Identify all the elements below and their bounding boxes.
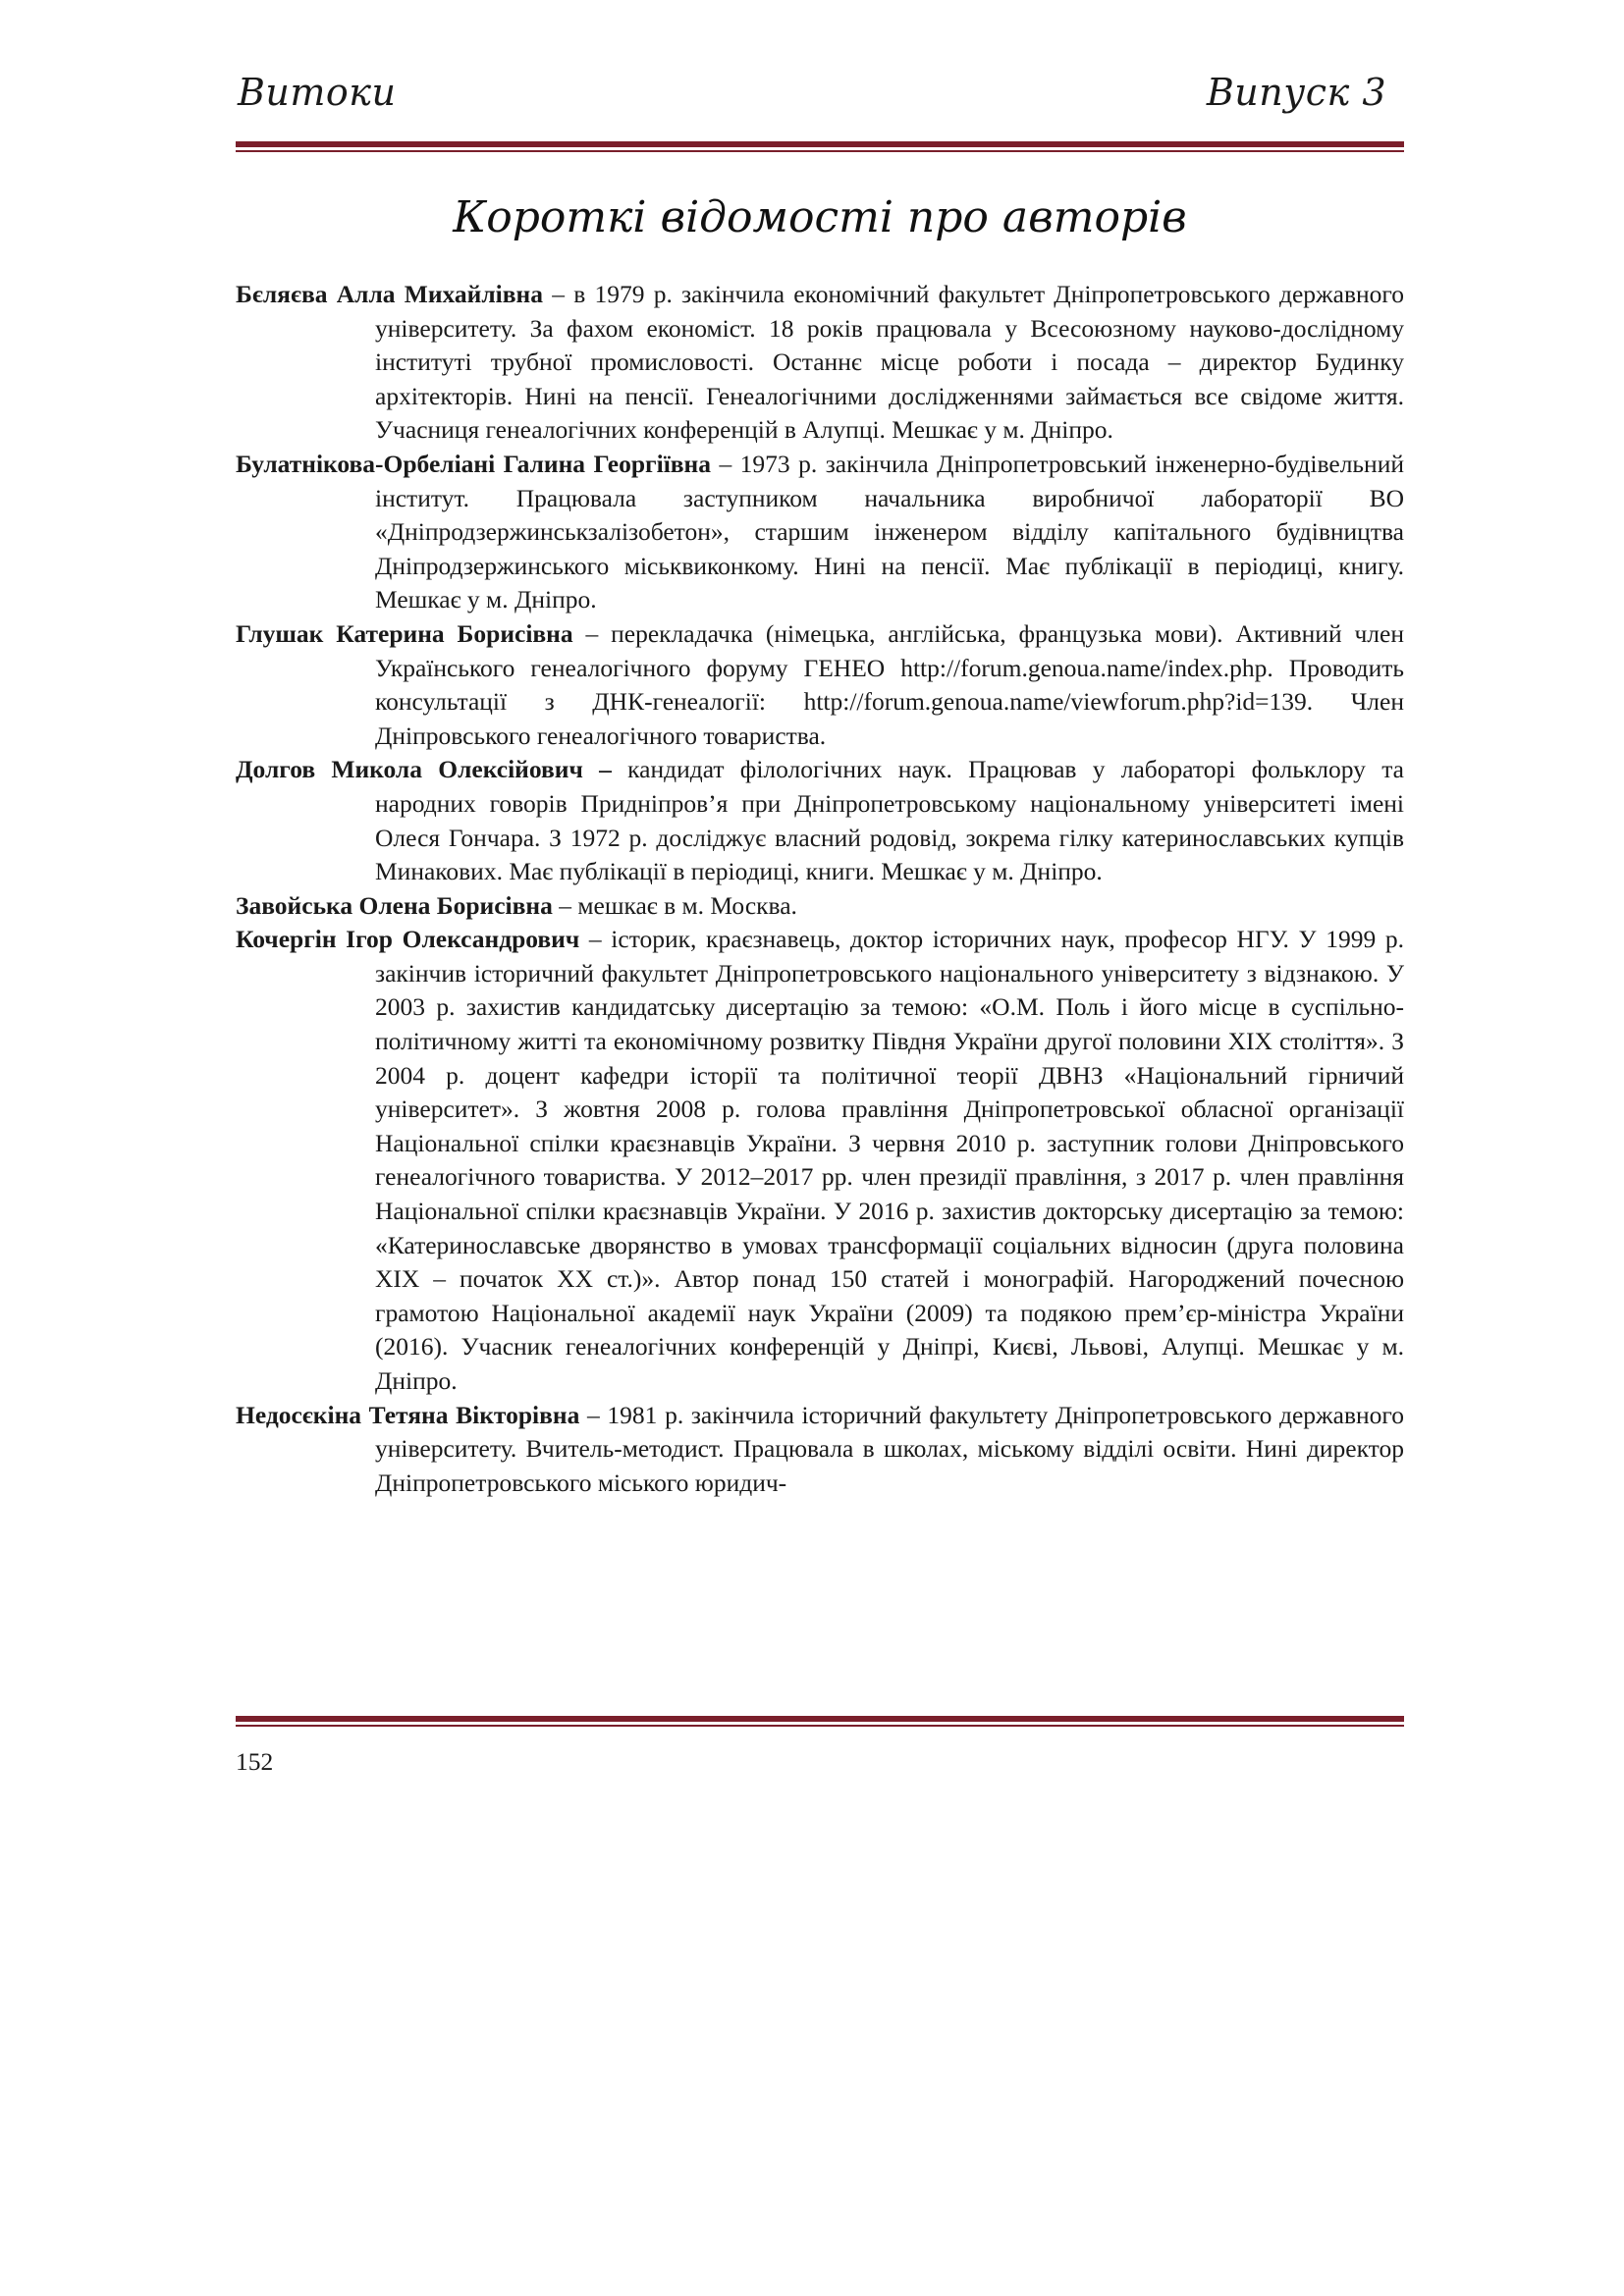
header-rule: [236, 141, 1404, 152]
author-entry: [236, 923, 1404, 1398]
author-bio: – 1981 р. закінчила історичний факультету Дніпропетровського державного університету. Вчитель-методист. Працювала в школах, міському відділі освіти. Нині директор Дніпропетровського міського юридич-: [375, 1400, 1404, 1497]
author-name: Булатнікова-Орбеліані Галина Георгіївна: [236, 449, 711, 478]
author-entry: [236, 278, 1404, 448]
author-entry: [236, 1399, 1404, 1501]
footer-rule: [236, 1716, 1404, 1727]
author-name: Глушак Катерина Борисівна: [236, 618, 573, 648]
author-name: Завойська Олена Борисівна: [236, 890, 553, 920]
author-entry: [236, 448, 1404, 617]
issue-label: Випуск 3: [1206, 71, 1386, 114]
author-entry: [236, 889, 1404, 924]
author-bio: – в 1979 р. закінчила економічний факультет Дніпропетровського державного університету. За фахом економіст. 18 років працювала у Всесоюзному науково-дослідному інституті трубної промисловості. Останнє місце роботи і посада – директор Будинку архітекторів. Нині на пенсії. Генеалогічними дослідженнями займається все свідоме життя. Учасниця генеалогічних конференцій в Алупці. Мешкає у м. Дніпро.: [375, 280, 1404, 445]
journal-title: Витоки: [238, 71, 397, 114]
author-name: Кочергін Ігор Олександрович: [236, 925, 580, 954]
author-name: Бєляєва Алла Михайлівна: [236, 280, 543, 308]
page-title: Короткі відомості про авторів: [453, 192, 1187, 242]
running-header: [236, 71, 1404, 130]
author-bio: кандидат філологічних наук. Працював у лабораторі фольклору та народних говорів Придніпров’я при Дніпропетровському національному університеті імені Олеся Гончара. З 1972 р. досліджує власний родовід, зокрема гілку катеринославських купців Минакових. Має публікації в періодиці, книги. Мешкає у м. Дніпро.: [375, 755, 1404, 886]
author-bio: – перекладачка (німецька, англійська, французька мови). Активний член Українського генеалогічного форуму ГЕНЕО http://forum.genoua.name/index.php. Проводить консультації з ДНК-генеалогії: http://forum.genoua.name/viewforum.php?id=139. Член Дніпровського генеалогічного товариства.: [375, 618, 1404, 750]
author-entry: [236, 617, 1404, 753]
author-name: Долгов Микола Олексійович –: [236, 755, 612, 784]
author-entry: [236, 753, 1404, 888]
authors-list: [236, 278, 1404, 1500]
page-number: 152: [236, 1747, 274, 1776]
author-bio: – мешкає в м. Москва.: [552, 890, 797, 920]
author-bio: – 1973 р. закінчила Дніпропетровський інженерно-будівельний інститут. Працювала заступником начальника виробничої лабораторії ВО «Дніпродзержинськзалізобетон», старшим інженером відділу капітального будівництва Дніпродзержинського міськвиконкому. Нині на пенсії. Має публікації в періодиці, книгу. Мешкає у м. Дніпро.: [375, 449, 1404, 614]
document-page: [236, 0, 1404, 2296]
author-bio: – історик, краєзнавець, доктор історичних наук, професор НГУ. У 1999 р. закінчив історичний факультет Дніпропетровського національного університету з відзнакою. У 2003 р. захистив кандидатську дисертацію за темою: «О.М. Поль і його місце в суспільно-політичному житті та економічному розвитку Півдня України другої половини ХІХ століття». З 2004 р. доцент кафедри історії та політичної теорії ДВНЗ «Національний гірничий університет». З жовтня 2008 р. голова правління Дніпропетровської обласної організації Національної спілки краєзнавців України. З червня 2010 р. заступник голови Дніпровського генеалогічного товариства. У 2012–2017 рр. член президії правління, з 2017 р. член правління Національної спілки краєзнавців України. У 2016 р. захистив докторську дисертацію за темою: «Катеринославське дворянство в умовах трансформації соціальних відносин (друга половина ХІХ – початок ХХ ст.)». Автор понад 150 статей і монографій. Нагороджений почесною грамотою Національної академії наук України (2009) та подякою прем’єр-міністра України (2016). Учасник генеалогічних конференцій у Дніпрі, Києві, Львові, Алупці. Мешкає у м. Дніпро.: [375, 925, 1404, 1395]
author-name: Недосєкіна Тетяна Вікторівна: [236, 1400, 580, 1429]
